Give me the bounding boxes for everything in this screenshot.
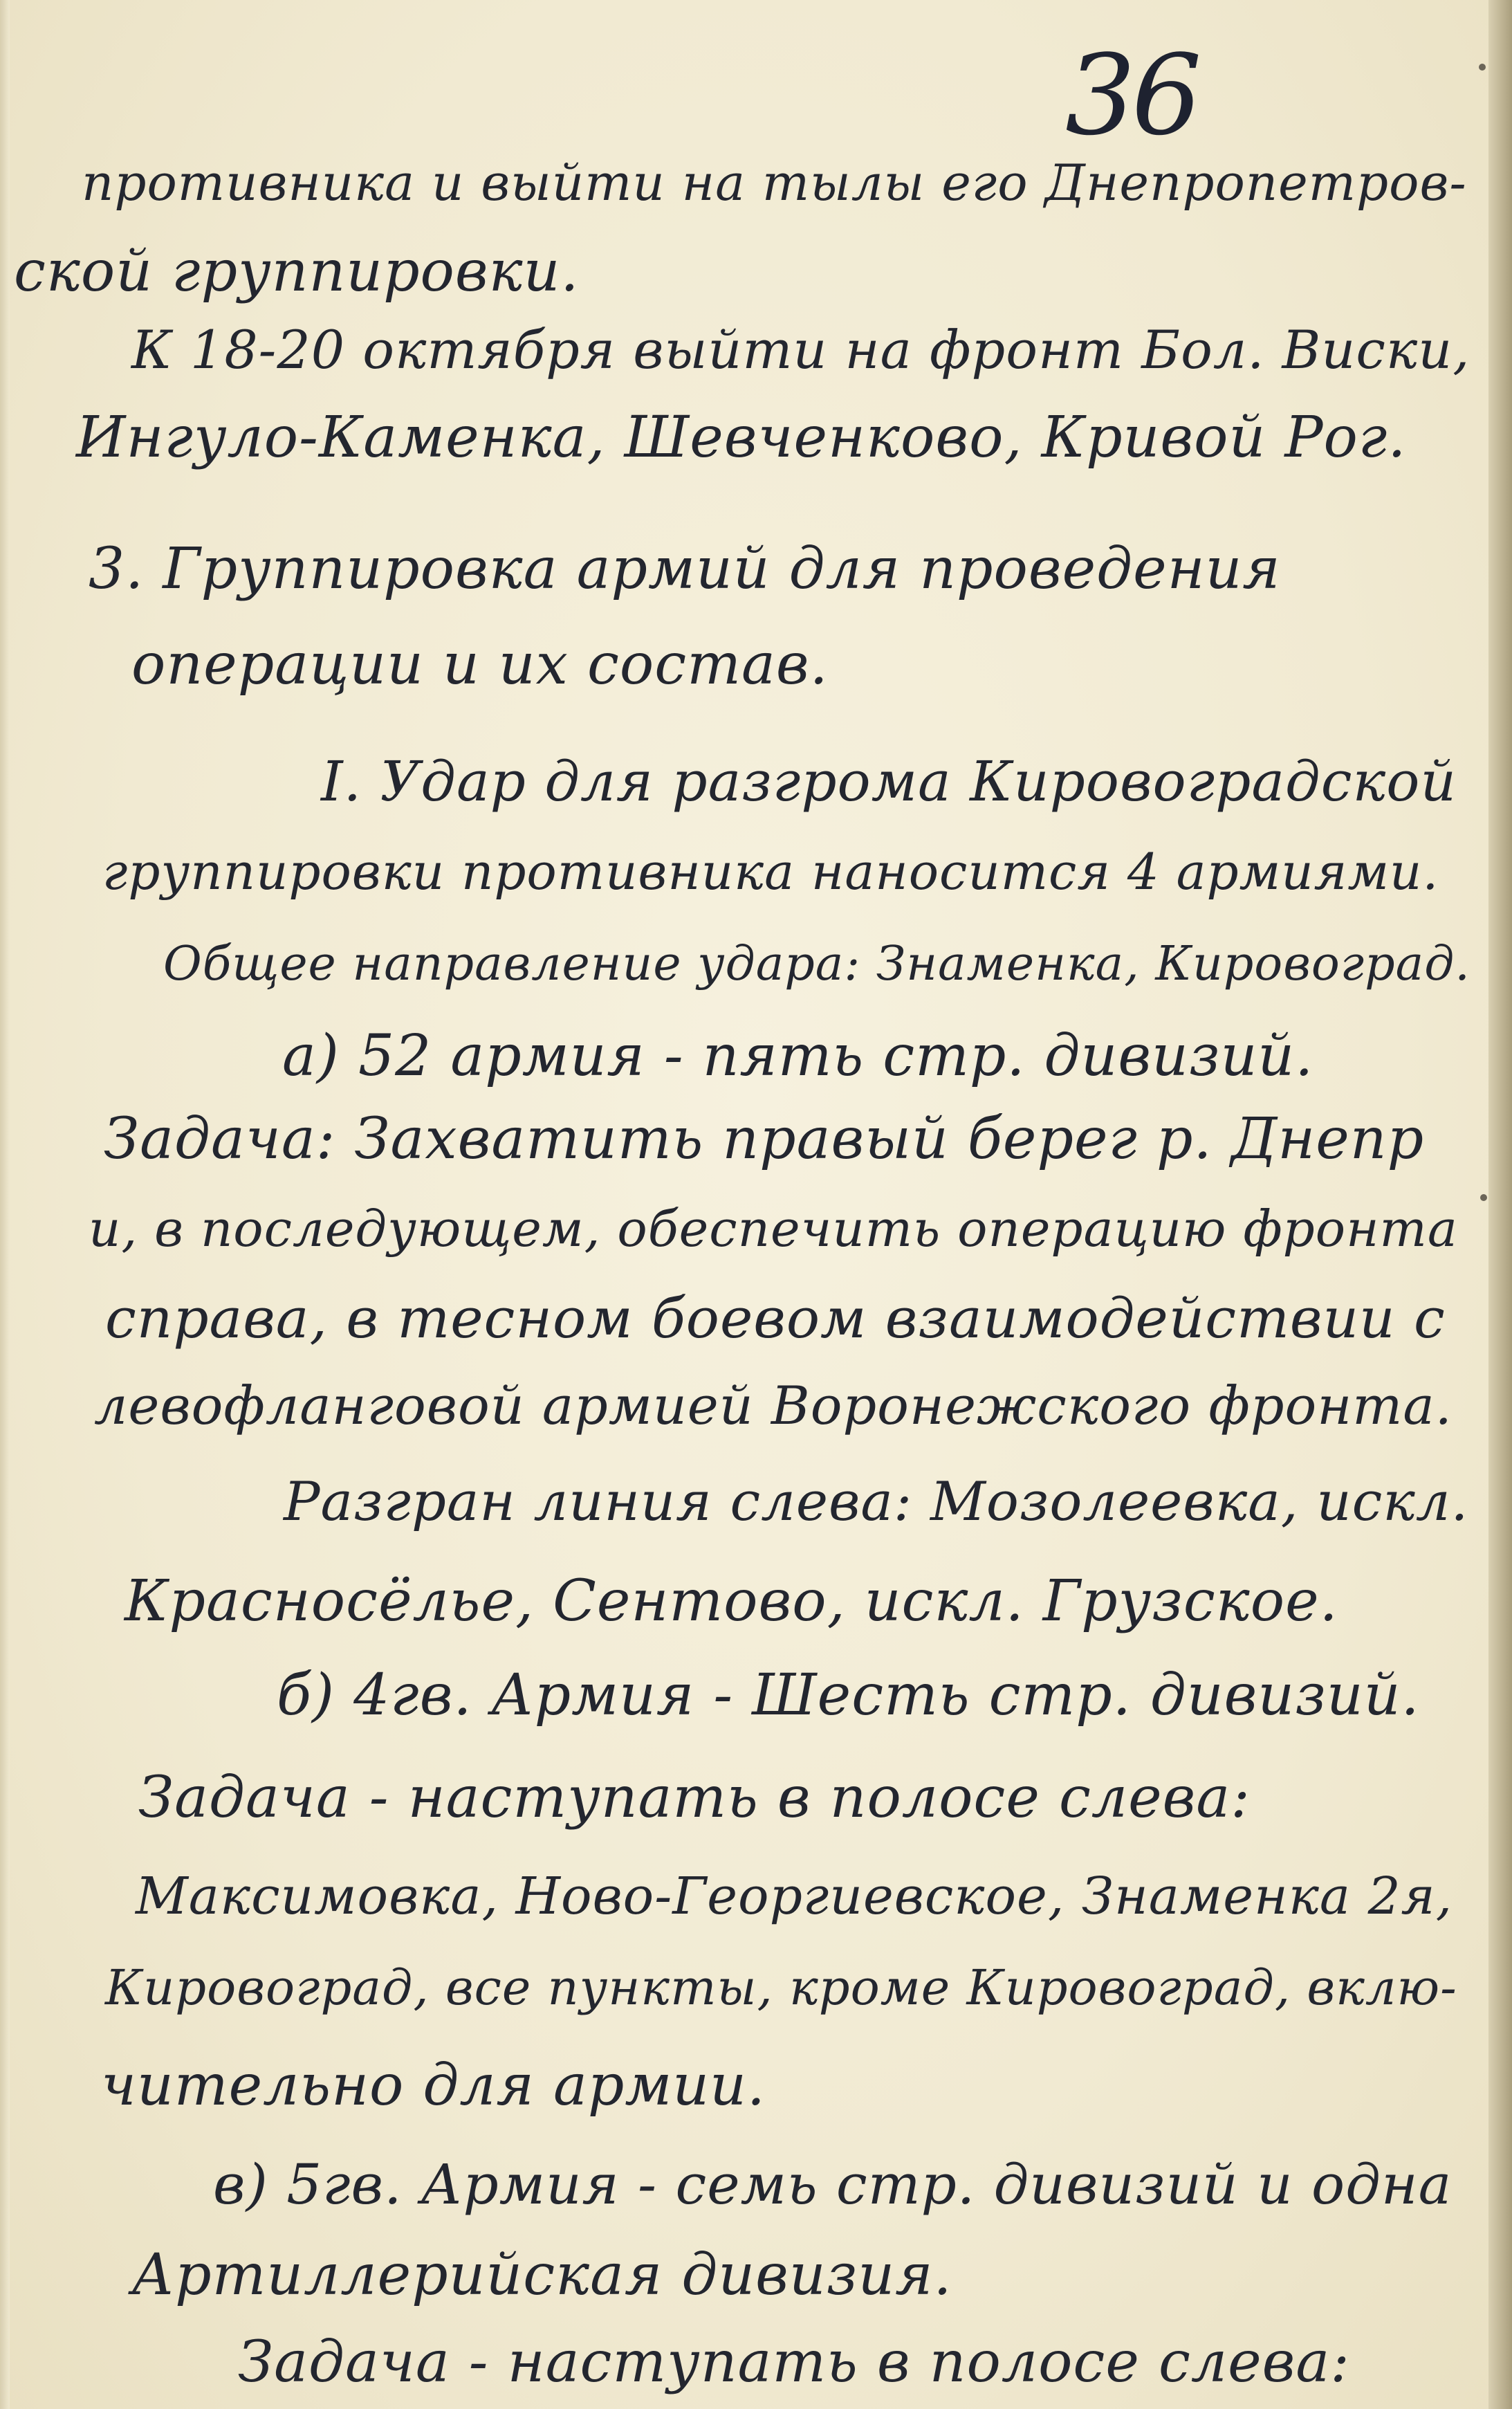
text-line-15: Разгран линия слева: Мозолеевка, искл. <box>284 1471 1469 1533</box>
page-number: 36 <box>1065 30 1198 160</box>
text-line-13: справа, в тесном боевом взаимодействии с <box>105 1286 1446 1350</box>
text-line-17: б) 4гв. Армия - Шесть стр. дивизий. <box>277 1663 1420 1728</box>
text-line-3: К 18-20 октября выйти на фронт Бол. Виски, <box>131 319 1470 381</box>
text-line-2: ской группировки. <box>14 239 580 304</box>
text-line-9: Общее направление удара: Знаменка, Кировоград. <box>163 937 1470 991</box>
text-line-21: чительно для армии. <box>101 2053 766 2118</box>
text-line-14: левофланговой армией Воронежского фронта. <box>94 1375 1453 1436</box>
text-line-24: Задача - наступать в полосе слева: <box>238 2329 1350 2395</box>
text-line-11: Задача: Захватить правый берег р. Днепр <box>104 1106 1425 1172</box>
text-line-23: Артиллерийская дивизия. <box>131 2242 952 2308</box>
text-line-12: и, в последующем, обеспечить операцию фронта <box>89 1200 1458 1258</box>
text-line-20: Кировоград, все пункты, кроме Кировоград, вклю- <box>105 1959 1457 2016</box>
text-line-5: 3. Группировка армий для проведения <box>89 536 1281 602</box>
text-line-22: в) 5гв. Армия - семь стр. дивизий и одна <box>213 2152 1453 2217</box>
text-line-8: группировки противника наносится 4 армиями. <box>102 843 1439 901</box>
text-line-1: противника и выйти на тылы его Днепропетров- <box>82 154 1467 212</box>
page-left-edge <box>0 0 10 2409</box>
binding-hole-middle <box>1480 1194 1487 1201</box>
text-line-19: Максимовка, Ново-Георгиевское, Знаменка 2я, <box>136 1867 1453 1926</box>
text-line-7: I. Удар для разгрома Кировоградской <box>321 749 1457 814</box>
text-line-6: операции и их состав. <box>131 632 829 697</box>
text-line-16: Красносёлье, Сентово, искл. Грузское. <box>125 1568 1338 1634</box>
text-line-18: Задача - наступать в полосе слева: <box>138 1765 1251 1831</box>
text-line-4: Ингуло-Каменка, Шевченково, Кривой Рог. <box>76 405 1407 470</box>
page-right-edge <box>1488 0 1512 2409</box>
text-line-10: а) 52 армия - пять стр. дивизий. <box>282 1023 1314 1089</box>
binding-hole-top <box>1479 64 1486 71</box>
